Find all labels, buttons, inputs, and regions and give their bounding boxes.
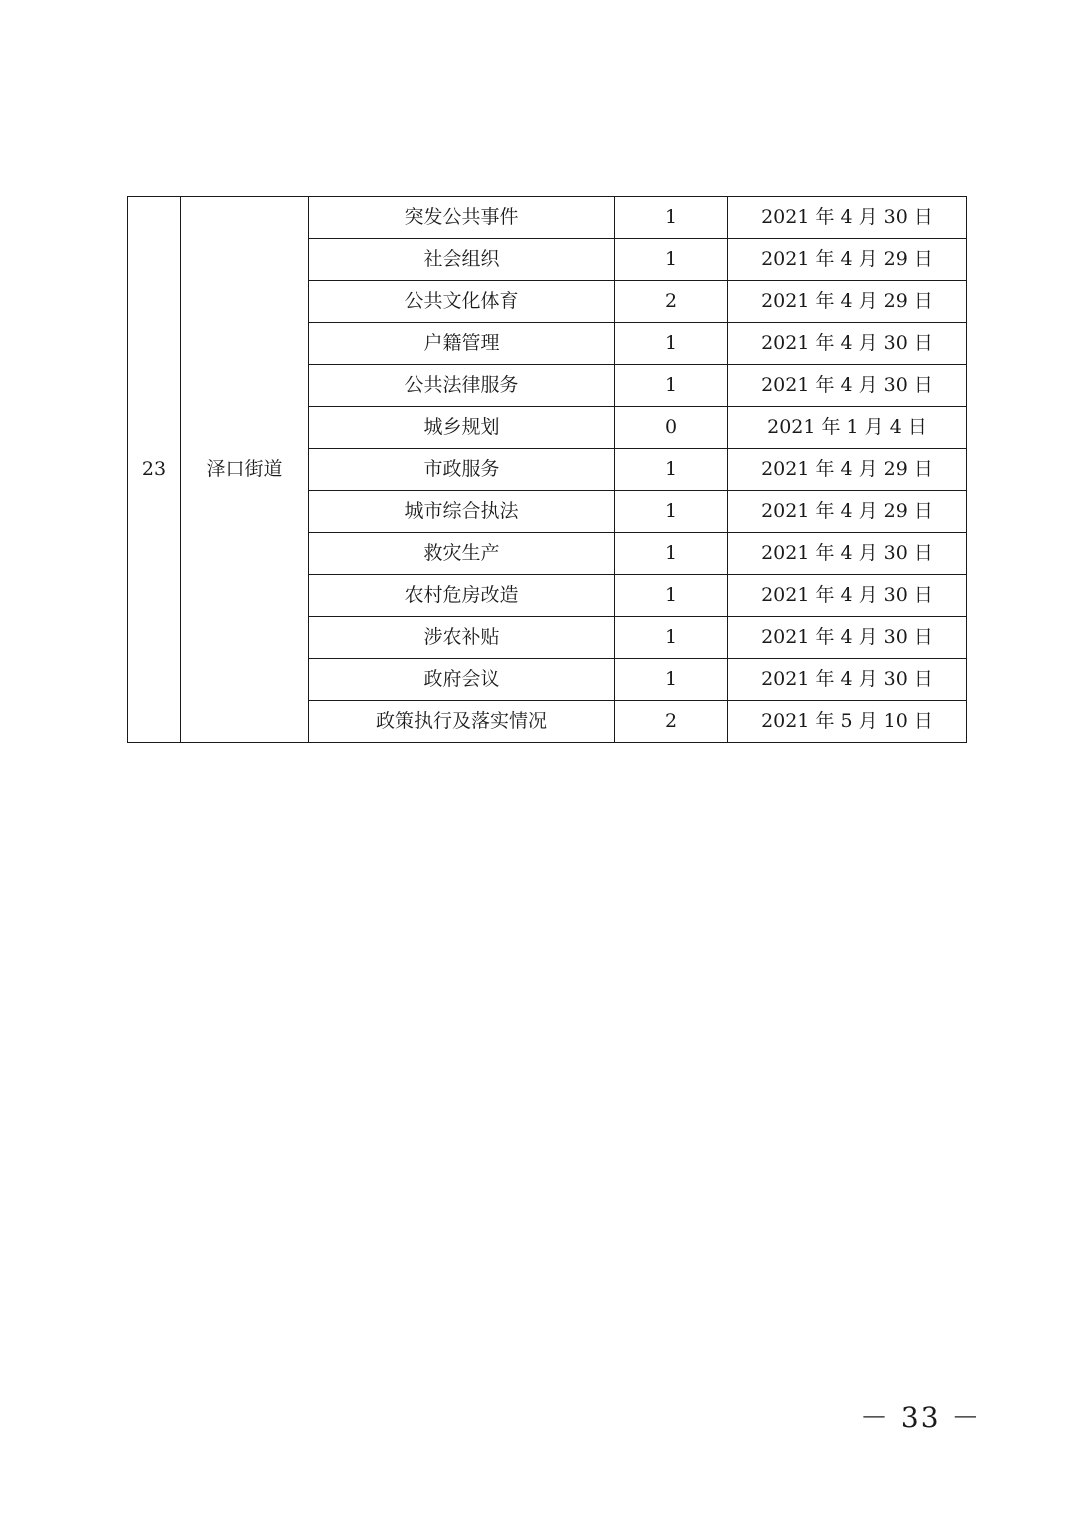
item-cell: 城乡规划 — [309, 407, 615, 449]
date-cell: 2021 年 4 月 30 日 — [728, 197, 967, 239]
date-cell: 2021 年 4 月 30 日 — [728, 323, 967, 365]
date-cell: 2021 年 4 月 29 日 — [728, 491, 967, 533]
count-cell: 1 — [615, 575, 728, 617]
count-cell: 1 — [615, 323, 728, 365]
item-cell: 政策执行及落实情况 — [309, 701, 615, 743]
item-cell: 政府会议 — [309, 659, 615, 701]
item-cell: 市政服务 — [309, 449, 615, 491]
count-cell: 1 — [615, 239, 728, 281]
date-cell: 2021 年 4 月 30 日 — [728, 659, 967, 701]
item-cell: 救灾生产 — [309, 533, 615, 575]
disclosure-table — [127, 196, 967, 743]
table-body — [128, 197, 967, 743]
count-cell: 1 — [615, 365, 728, 407]
item-cell: 公共文化体育 — [309, 281, 615, 323]
date-cell: 2021 年 1 月 4 日 — [728, 407, 967, 449]
item-cell: 城市综合执法 — [309, 491, 615, 533]
count-cell: 2 — [615, 701, 728, 743]
date-cell: 2021 年 4 月 30 日 — [728, 533, 967, 575]
date-cell: 2021 年 4 月 29 日 — [728, 239, 967, 281]
item-cell: 涉农补贴 — [309, 617, 615, 659]
date-cell: 2021 年 5 月 10 日 — [728, 701, 967, 743]
count-cell: 1 — [615, 449, 728, 491]
count-cell: 0 — [615, 407, 728, 449]
count-cell: 1 — [615, 617, 728, 659]
item-cell: 农村危房改造 — [309, 575, 615, 617]
table-row — [128, 197, 967, 239]
count-cell: 2 — [615, 281, 728, 323]
item-cell: 突发公共事件 — [309, 197, 615, 239]
count-cell: 1 — [615, 659, 728, 701]
date-cell: 2021 年 4 月 30 日 — [728, 575, 967, 617]
date-cell: 2021 年 4 月 29 日 — [728, 449, 967, 491]
unit-cell: 泽口街道 — [181, 197, 309, 743]
item-cell: 户籍管理 — [309, 323, 615, 365]
date-cell: 2021 年 4 月 30 日 — [728, 365, 967, 407]
sequence-cell: 23 — [128, 197, 181, 743]
date-cell: 2021 年 4 月 30 日 — [728, 617, 967, 659]
count-cell: 1 — [615, 533, 728, 575]
count-cell: 1 — [615, 491, 728, 533]
date-cell: 2021 年 4 月 29 日 — [728, 281, 967, 323]
item-cell: 社会组织 — [309, 239, 615, 281]
item-cell: 公共法律服务 — [309, 365, 615, 407]
page-number: － 33 － — [860, 1401, 982, 1434]
count-cell: 1 — [615, 197, 728, 239]
